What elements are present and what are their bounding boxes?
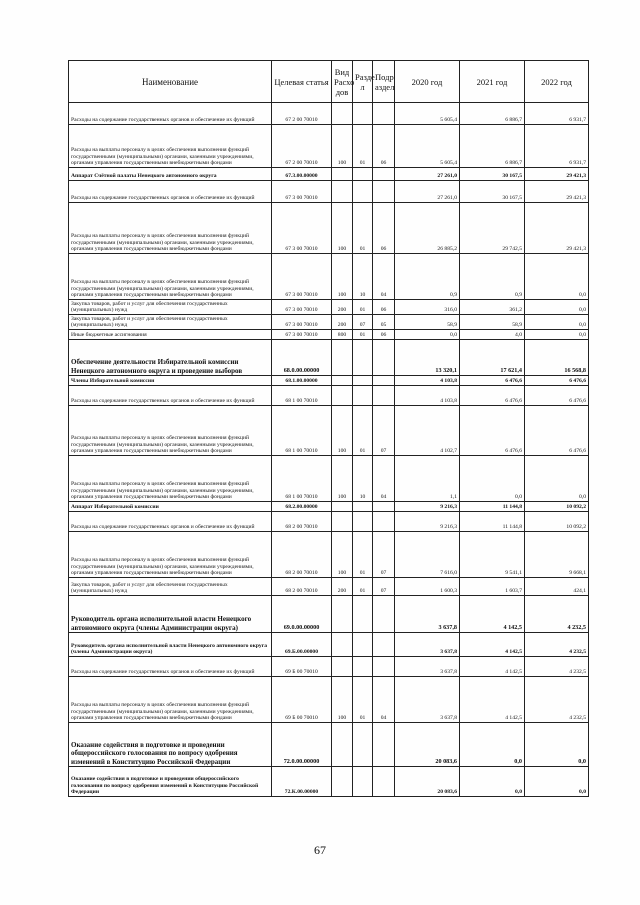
header-2021: 2021 год (460, 61, 525, 103)
header-2022: 2022 год (525, 61, 589, 103)
cell-vid (332, 386, 353, 406)
cell-y2021: 1 603,7 (460, 578, 525, 596)
cell-podr: 06 (373, 300, 395, 315)
cell-podr (373, 767, 395, 797)
cell-razd (353, 502, 373, 512)
cell-razd (353, 596, 373, 633)
cell-y2021: 30 167,5 (460, 181, 525, 203)
cell-vid (332, 657, 353, 677)
cell-name: Руководитель органа исполнительной власти Ненецкого автономного округа (члены Администрации округа) (69, 633, 272, 657)
cell-code: 67 3 00 70010 (272, 181, 332, 203)
cell-y2021: 58,9 (460, 315, 525, 330)
header-podr: Подр аздел (373, 61, 395, 103)
cell-code: 68 1 00 70010 (272, 386, 332, 406)
cell-podr (373, 657, 395, 677)
cell-vid: 100 (332, 254, 353, 300)
cell-vid: 100 (332, 406, 353, 456)
cell-razd: 10 (353, 456, 373, 502)
cell-code: 69 Б 00 70010 (272, 677, 332, 723)
cell-y2021: 0,0 (460, 767, 525, 797)
table-row (69, 596, 589, 633)
cell-vid (332, 340, 353, 376)
cell-razd: 01 (353, 578, 373, 596)
cell-y2021: 30 167,5 (460, 168, 525, 181)
table-row (69, 168, 589, 181)
table-row (69, 578, 589, 596)
cell-name: Расходы на содержание государственных органов и обеспечение их функций (69, 103, 272, 125)
cell-y2020: 20 083,6 (395, 723, 460, 767)
cell-code: 69 Б 00 70010 (272, 657, 332, 677)
cell-y2022: 4 232,5 (525, 657, 589, 677)
cell-vid: 200 (332, 315, 353, 330)
table-row (69, 657, 589, 677)
cell-y2020: 58,9 (395, 315, 460, 330)
cell-name: Обеспечение деятельности Избирательной комиссии Ненецкого автономного округа и проведение выборов (69, 340, 272, 376)
cell-y2020: 5 605,4 (395, 125, 460, 168)
cell-y2022: 10 092,2 (525, 512, 589, 532)
table-row (69, 677, 589, 723)
cell-y2021: 4,0 (460, 330, 525, 340)
cell-y2022: 0,0 (525, 456, 589, 502)
cell-name: Расходы на выплаты персоналу в целях обеспечения выполнения функций государственными (муниципальными) органами, казенными учреждениями, органами управления государственными внебюджетными фондами (69, 254, 272, 300)
cell-razd: 01 (353, 203, 373, 254)
table-body (69, 103, 589, 797)
cell-y2021: 0,0 (460, 723, 525, 767)
cell-code: 69.0.00.00000 (272, 596, 332, 633)
cell-razd: 01 (353, 300, 373, 315)
cell-y2022: 10 092,2 (525, 502, 589, 512)
table-row (69, 502, 589, 512)
cell-podr: 05 (373, 315, 395, 330)
cell-y2022: 0,0 (525, 330, 589, 340)
cell-vid: 200 (332, 578, 353, 596)
cell-y2022: 4 232,5 (525, 596, 589, 633)
cell-razd (353, 386, 373, 406)
cell-name: Закупка товаров, работ и услуг для обеспечения государственных (муниципальных) нужд (69, 300, 272, 315)
cell-name: Оказание содействия в подготовке и проведении общероссийского голосования по вопросу одобрения изменений в Конституцию Российской Федерации (69, 723, 272, 767)
cell-code: 67 3 00 70010 (272, 330, 332, 340)
cell-name: Оказание содействия в подготовке и проведении общероссийского голосования по вопросу одобрения изменений в Конституцию Российской Федерации (69, 767, 272, 797)
cell-y2022: 6 476,6 (525, 376, 589, 386)
cell-y2022: 29 421,3 (525, 168, 589, 181)
cell-y2021: 4 142,5 (460, 677, 525, 723)
cell-code: 68.0.00.00000 (272, 340, 332, 376)
cell-y2020: 0,0 (395, 330, 460, 340)
cell-code: 68 2 00 70010 (272, 578, 332, 596)
cell-y2021: 4 142,5 (460, 657, 525, 677)
cell-podr (373, 103, 395, 125)
cell-razd (353, 181, 373, 203)
cell-code: 68 2 00 70010 (272, 512, 332, 532)
header-code: Целевая статья (272, 61, 332, 103)
cell-razd: 07 (353, 315, 373, 330)
cell-y2020: 4 102,7 (395, 406, 460, 456)
cell-podr (373, 633, 395, 657)
table-row (69, 633, 589, 657)
cell-podr (373, 168, 395, 181)
cell-y2022: 29 421,3 (525, 181, 589, 203)
cell-name: Расходы на содержание государственных органов и обеспечение их функций (69, 181, 272, 203)
cell-code: 67 2 00 70010 (272, 125, 332, 168)
cell-name: Члены Избирательной комиссии (69, 376, 272, 386)
cell-podr (373, 340, 395, 376)
cell-vid: 200 (332, 300, 353, 315)
table-row (69, 406, 589, 456)
cell-y2022: 4 232,5 (525, 633, 589, 657)
cell-podr (373, 502, 395, 512)
cell-y2022: 6 931,7 (525, 103, 589, 125)
cell-razd (353, 103, 373, 125)
cell-code: 67 2 00 70010 (272, 103, 332, 125)
cell-name: Расходы на выплаты персоналу в целях обеспечения выполнения функций государственными (муниципальными) органами, казенными учреждениями, органами управления государственными внебюджетными фондами (69, 677, 272, 723)
cell-code: 72.К.00.00000 (272, 767, 332, 797)
table-row (69, 340, 589, 376)
cell-name: Расходы на выплаты персоналу в целях обеспечения выполнения функций государственными (муниципальными) органами, казенными учреждениями, органами управления государственными внебюджетными фондами (69, 456, 272, 502)
cell-razd (353, 376, 373, 386)
cell-code: 68 1 00 70010 (272, 456, 332, 502)
cell-podr: 07 (373, 578, 395, 596)
cell-y2021: 29 742,5 (460, 203, 525, 254)
cell-vid: 100 (332, 125, 353, 168)
cell-vid (332, 168, 353, 181)
cell-razd (353, 633, 373, 657)
cell-razd (353, 767, 373, 797)
cell-y2020: 3 637,8 (395, 677, 460, 723)
cell-y2022: 0,0 (525, 254, 589, 300)
cell-vid: 100 (332, 677, 353, 723)
cell-code: 67 3 00 70010 (272, 300, 332, 315)
cell-code: 67 3 00 70010 (272, 203, 332, 254)
cell-y2020: 3 637,8 (395, 596, 460, 633)
cell-name: Закупка товаров, работ и услуг для обеспечения государственных (муниципальных) нужд (69, 578, 272, 596)
cell-vid (332, 502, 353, 512)
cell-vid (332, 767, 353, 797)
cell-y2021: 6 886,7 (460, 103, 525, 125)
cell-podr (373, 723, 395, 767)
cell-code: 67 3 00 70010 (272, 254, 332, 300)
cell-y2021: 361,2 (460, 300, 525, 315)
cell-y2022: 16 568,8 (525, 340, 589, 376)
cell-y2020: 20 083,6 (395, 767, 460, 797)
cell-code: 68 2 00 70010 (272, 532, 332, 578)
cell-y2021: 6 476,6 (460, 386, 525, 406)
cell-podr: 04 (373, 254, 395, 300)
table-row (69, 512, 589, 532)
table-row (69, 532, 589, 578)
cell-podr (373, 512, 395, 532)
table-row (69, 315, 589, 330)
cell-razd (353, 340, 373, 376)
cell-y2021: 4 142,5 (460, 596, 525, 633)
cell-y2022: 6 931,7 (525, 125, 589, 168)
cell-y2021: 11 144,8 (460, 502, 525, 512)
cell-razd: 01 (353, 406, 373, 456)
cell-razd (353, 657, 373, 677)
table-row (69, 300, 589, 315)
cell-y2022: 6 476,6 (525, 406, 589, 456)
cell-y2020: 9 216,3 (395, 512, 460, 532)
cell-podr: 06 (373, 203, 395, 254)
cell-code: 68 1 00 70010 (272, 406, 332, 456)
cell-name: Руководитель органа исполнительной власти Ненецкого автономного округа (члены Администрации округа) (69, 596, 272, 633)
cell-y2020: 7 616,0 (395, 532, 460, 578)
cell-name: Расходы на выплаты персоналу в целях обеспечения выполнения функций государственными (муниципальными) органами, казенными учреждениями, органами управления государственными внебюджетными фондами (69, 532, 272, 578)
table-row (69, 203, 589, 254)
cell-name: Расходы на содержание государственных органов и обеспечение их функций (69, 512, 272, 532)
cell-y2022: 0,0 (525, 767, 589, 797)
table-row (69, 386, 589, 406)
cell-code: 67.3.00.00000 (272, 168, 332, 181)
cell-podr (373, 181, 395, 203)
cell-name: Закупка товаров, работ и услуг для обеспечения государственных (муниципальных) нужд (69, 315, 272, 330)
cell-y2022: 4 232,5 (525, 677, 589, 723)
cell-vid (332, 633, 353, 657)
cell-y2021: 0,9 (460, 254, 525, 300)
cell-vid: 100 (332, 203, 353, 254)
cell-y2020: 316,0 (395, 300, 460, 315)
cell-y2021: 6 886,7 (460, 125, 525, 168)
cell-razd (353, 168, 373, 181)
cell-vid (332, 512, 353, 532)
cell-y2020: 9 216,3 (395, 502, 460, 512)
cell-y2020: 4 103,8 (395, 386, 460, 406)
budget-table (68, 60, 589, 797)
table-row (69, 376, 589, 386)
cell-podr: 04 (373, 677, 395, 723)
cell-vid (332, 596, 353, 633)
cell-y2021: 6 476,6 (460, 376, 525, 386)
header-vid: Вид Расхо дов (332, 61, 353, 103)
table-row (69, 330, 589, 340)
cell-razd: 01 (353, 125, 373, 168)
table-row (69, 767, 589, 797)
cell-y2022: 0,0 (525, 315, 589, 330)
cell-razd: 01 (353, 330, 373, 340)
cell-y2020: 1,1 (395, 456, 460, 502)
table-row (69, 456, 589, 502)
cell-name: Расходы на содержание государственных органов и обеспечение их функций (69, 386, 272, 406)
cell-name: Аппарат Избирательной комиссии (69, 502, 272, 512)
cell-podr (373, 376, 395, 386)
header-name: Наименование (69, 61, 272, 103)
table-row (69, 723, 589, 767)
cell-name: Расходы на выплаты персоналу в целях обеспечения выполнения функций государственными (муниципальными) органами, казенными учреждениями, органами управления государственными внебюджетными фондами (69, 406, 272, 456)
header-2020: 2020 год (395, 61, 460, 103)
cell-podr: 07 (373, 532, 395, 578)
table-row (69, 103, 589, 125)
cell-code: 68.1.00.00000 (272, 376, 332, 386)
cell-y2020: 26 885,2 (395, 203, 460, 254)
table-row (69, 125, 589, 168)
cell-podr: 07 (373, 406, 395, 456)
cell-y2021: 11 144,8 (460, 512, 525, 532)
cell-podr: 06 (373, 330, 395, 340)
cell-y2020: 1 600,3 (395, 578, 460, 596)
cell-code: 72.0.00.00000 (272, 723, 332, 767)
cell-y2020: 3 637,8 (395, 633, 460, 657)
cell-y2022: 6 476,6 (525, 386, 589, 406)
cell-y2022: 29 421,3 (525, 203, 589, 254)
cell-y2020: 5 605,4 (395, 103, 460, 125)
cell-vid (332, 181, 353, 203)
cell-y2021: 6 476,6 (460, 406, 525, 456)
cell-code: 67 3 00 70010 (272, 315, 332, 330)
cell-code: 69.Б.00.00000 (272, 633, 332, 657)
page-number: 67 (314, 843, 326, 857)
cell-y2020: 13 320,1 (395, 340, 460, 376)
table-row (69, 181, 589, 203)
cell-name: Расходы на содержание государственных органов и обеспечение их функций (69, 657, 272, 677)
cell-razd (353, 723, 373, 767)
cell-vid: 800 (332, 330, 353, 340)
cell-vid (332, 376, 353, 386)
cell-podr (373, 386, 395, 406)
table-header-row (69, 61, 589, 103)
cell-name: Иные бюджетные ассигнования (69, 330, 272, 340)
cell-vid: 100 (332, 456, 353, 502)
cell-y2021: 0,0 (460, 456, 525, 502)
cell-vid (332, 723, 353, 767)
cell-y2020: 27 261,0 (395, 168, 460, 181)
cell-razd: 01 (353, 677, 373, 723)
cell-razd: 01 (353, 532, 373, 578)
cell-vid: 100 (332, 532, 353, 578)
cell-name: Расходы на выплаты персоналу в целях обеспечения выполнения функций государственными (муниципальными) органами, казенными учреждениями, органами управления государственными внебюджетными фондами (69, 125, 272, 168)
cell-razd (353, 512, 373, 532)
cell-y2021: 9 541,1 (460, 532, 525, 578)
cell-code: 68.2.00.00000 (272, 502, 332, 512)
cell-podr: 06 (373, 125, 395, 168)
cell-name: Расходы на выплаты персоналу в целях обеспечения выполнения функций государственными (муниципальными) органами, казенными учреждениями, органами управления государственными внебюджетными фондами (69, 203, 272, 254)
cell-y2020: 0,9 (395, 254, 460, 300)
cell-y2022: 424,1 (525, 578, 589, 596)
cell-y2020: 3 637,8 (395, 657, 460, 677)
cell-razd: 10 (353, 254, 373, 300)
cell-podr (373, 596, 395, 633)
cell-y2020: 27 261,0 (395, 181, 460, 203)
cell-y2022: 0,0 (525, 300, 589, 315)
cell-vid (332, 103, 353, 125)
cell-y2022: 0,0 (525, 723, 589, 767)
header-razd: Разде л (353, 61, 373, 103)
table-row (69, 254, 589, 300)
cell-y2021: 4 142,5 (460, 633, 525, 657)
cell-name: Аппарат Счётной палаты Ненецкого автономного округа (69, 168, 272, 181)
cell-y2021: 17 621,4 (460, 340, 525, 376)
cell-y2022: 9 668,1 (525, 532, 589, 578)
cell-y2020: 4 103,8 (395, 376, 460, 386)
cell-podr: 04 (373, 456, 395, 502)
